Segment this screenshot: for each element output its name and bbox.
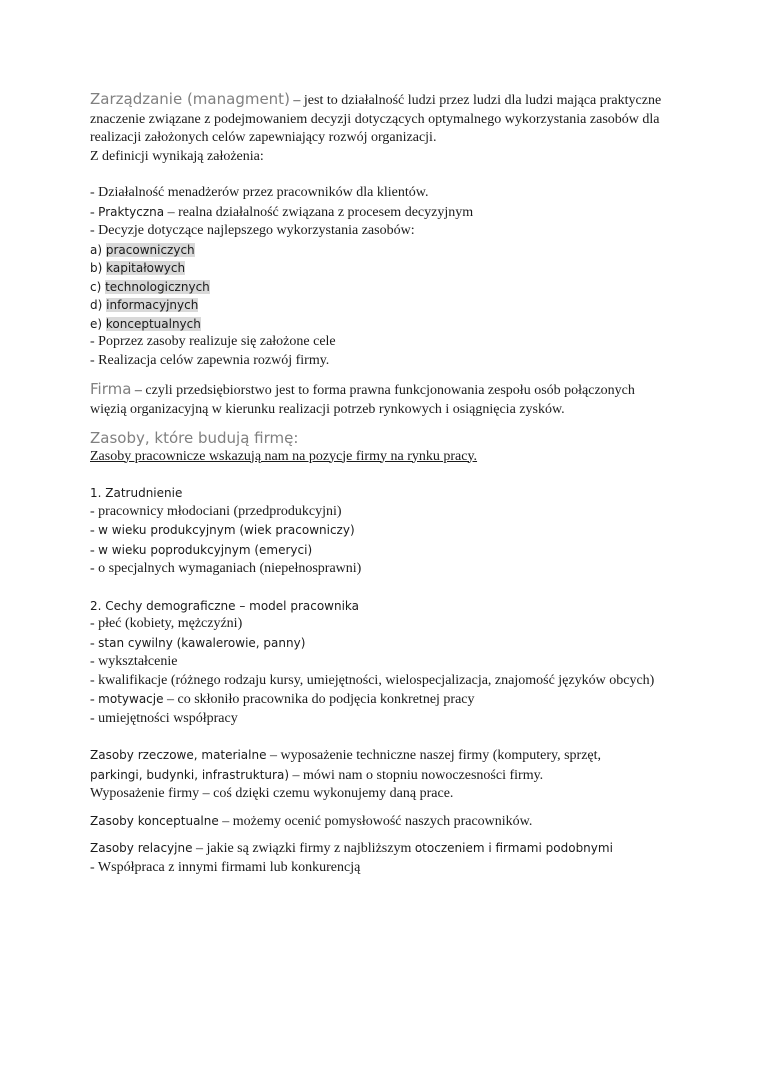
demographics-item: - płeć (kobiety, mężczyźni) [90,616,243,631]
material-resources-term: Zasoby rzeczowe, materialne [90,748,267,762]
spacer [90,728,665,746]
material-modernity: – mówi nam o stopniu nowoczesności firmy. [289,767,544,783]
spacer [90,831,665,839]
conceptual-resources-paragraph [90,812,665,832]
resource-sub-item [90,241,665,260]
assumption-item: - Realizacja celów zapewnia rozwój firmy. [90,352,330,368]
motivation-desc: – co skłoniło pracownika do podjęcia konkretnej pracy [163,692,475,707]
document-content [90,90,665,877]
practical-term: Praktyczna [98,204,165,219]
spacer [90,804,665,812]
demographics-item: - wykształcenie [90,654,178,669]
sub-prefix: e) [90,316,106,331]
intro-paragraph [90,90,665,148]
material-resources-line [90,766,665,786]
practical-desc: – realna działalność związana z procesem decyzyjnym [164,204,474,220]
dash: - [90,542,99,558]
firm-heading: Firma [90,380,132,398]
demographics-item [90,690,665,710]
assumption-item [90,203,665,223]
assumption-item: - Poprzez zasoby realizuje się założone cele [90,334,336,349]
relational-term: Zasoby relacyjne [90,841,193,855]
relational-desc: – jakie są związki firmy z najbliższym [192,841,415,856]
spacer [90,579,665,597]
firm-paragraph [90,380,665,419]
cooperation-line: - Współpraca z innymi firmami lub konkurencją [90,859,361,875]
equipment-line: Wyposażenie firmy – coś dzięki czemu wykonujemy daną prace. [90,786,454,801]
conceptual-desc: – możemy ocenić pomysłowość naszych pracowników. [218,813,533,829]
demographics-title: 2. Cechy demograficzne – model pracownika [90,598,360,613]
employment-item: - o specjalnych wymaganiach (niepełnosprawni) [90,561,362,576]
employment-item: - pracownicy młodociani (przedprodukcyjni) [90,503,342,519]
sub-prefix: a) [90,242,106,257]
employment-item-text: w wieku produkcyjnym (wiek pracowniczy) [98,523,355,537]
resource-sub-item [90,296,665,315]
spacer [90,466,665,484]
demographics-item: - umiejętności współpracy [90,710,238,726]
relational-surroundings: otoczeniem i firmami podobnymi [414,841,613,855]
dash: - [90,204,99,220]
sub-prefix: d) [90,298,107,312]
material-examples: parkingi, budynki, infrastruktura) [90,767,290,782]
motivation-term: motywacje [98,692,164,706]
resource-highlight: informacyjnych [106,298,199,312]
dash: - [90,635,99,651]
employment-item [90,521,665,541]
resource-sub-item [90,315,665,334]
firm-definition: – czyli przedsiębiorstwo jest to forma prawna funkcjonowania zespołu osób połączonych więzią organizacyjną w kierunku realizacji potrzeb rynkowych i osiągnięcia zysków. [90,383,635,417]
spacer [90,370,665,380]
employment-item [90,541,665,561]
resources-underlined-line: Zasoby pracownicze wskazują nam na pozycje firmy na rynku pracy. [90,448,478,464]
demographics-item: - kwalifikacje (różnego rodzaju kursy, umiejętności, wielospecjalizacja, znajomość języków obcych) [90,672,655,688]
management-definition: – jest to działalność ludzi przez ludzi dla ludzi mająca praktyczne znaczenie związane z podejmowaniem decyzji dotyczących optymalnego wykorzystania zasobów dla realizacji założonych celów zapewniający rozwój organizacji. [90,93,662,145]
demographics-item [90,634,665,654]
employment-item-text: w wieku poprodukcyjnym (emeryci) [98,542,313,557]
relational-resources-paragraph [90,839,665,859]
definition-assumptions-line: Z definicji wynikają założenia: [90,148,264,164]
resource-highlight: kapitałowych [106,261,186,275]
assumption-item: - Działalność menadżerów przez pracowników dla klientów. [90,185,429,200]
resource-highlight: pracowniczych [105,242,195,257]
sub-prefix: c) [90,279,106,294]
resource-highlight: technologicznych [105,279,210,294]
assumption-item: - Decyzje dotyczące najlepszego wykorzystania zasobów: [90,223,415,238]
management-heading: Zarządzanie (managment) [90,90,290,108]
dash: - [90,523,99,538]
demographics-item-text: stan cywilny (kawalerowie, panny) [98,635,306,650]
spacer [90,419,665,429]
resource-sub-item [90,259,665,278]
resources-heading: Zasoby, które budują firmę: [90,429,299,447]
dash: - [90,692,99,707]
spacer [90,166,665,184]
conceptual-term: Zasoby konceptualne [90,813,219,828]
material-resources-paragraph [90,746,665,766]
employment-title: 1. Zatrudnienie [90,486,183,500]
resource-highlight: konceptualnych [105,316,201,331]
resource-sub-item [90,278,665,297]
material-resources-desc: – wyposażenie techniczne naszej firmy (komputery, sprzęt, [266,748,602,763]
sub-prefix: b) [90,261,107,275]
